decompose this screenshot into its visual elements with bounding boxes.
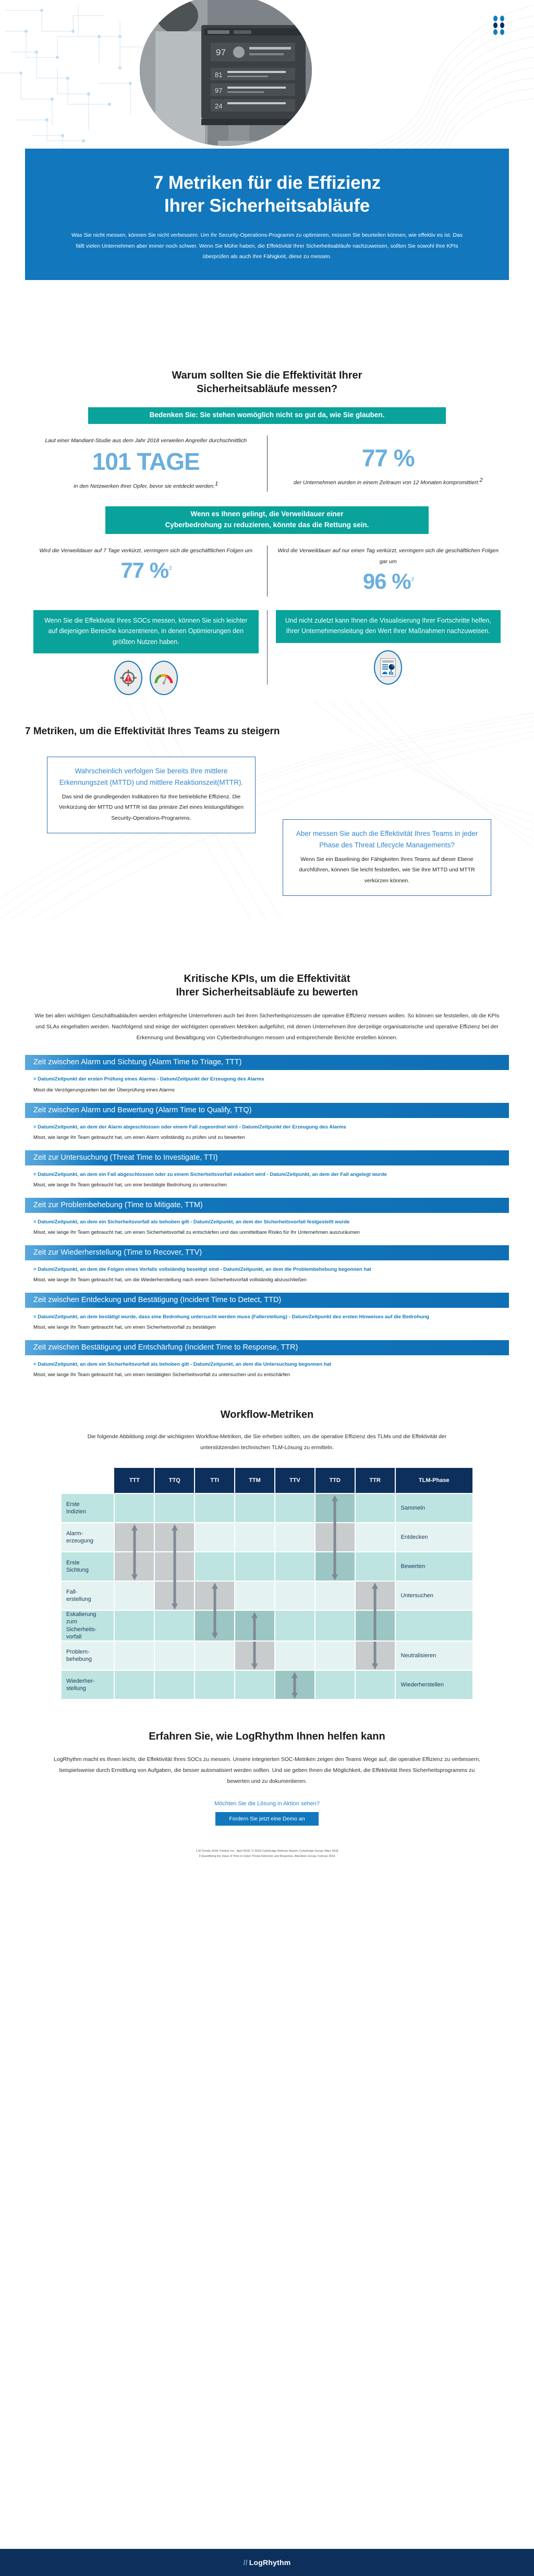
- target-alert-icon: [114, 661, 142, 695]
- stat-dwell-above: Laut einer Mandiant-Studie aus dem Jahr 2018 verweilen Angreifer durchschnittlich: [45, 438, 247, 444]
- matrix-cell-5-5: [315, 1641, 355, 1670]
- matrix-phase-6: Wiederherstellen: [395, 1670, 474, 1699]
- stat-breach-value: 77 %: [361, 444, 415, 472]
- kpi-desc-ttr: Misst, wie lange Ihr Team gebraucht hat, um einen bestätigten Sicherheitsvorfall zu untersuchen und zu entschärfen: [33, 1372, 290, 1378]
- benefit-box-row: [25, 610, 509, 695]
- why-band-2-line-2: Cyberbedrohung zu reduzieren, könnte das die Rettung sein.: [165, 521, 369, 529]
- hero-intro-text: Was Sie nicht messen, können Sie nicht verbessern. Um Ihr Security-Operations-Programm zu optimieren, müssen Sie beurteilen können, wie effektiv es ist. Das fällt vielen Unternehmen aber immer noch schwer. Wenn Sie Mühe haben, die Effektivität Ihrer Sicherheitsabläufe nachzuweisen, sollten Sie sowohl Ihre KPIs überprüfen als auch Ihre Fähigkeit, diese zu messen.: [71, 232, 463, 260]
- mttd-mttr-box: [47, 757, 256, 833]
- matrix-col-tlm-phase: TLM-Phase: [395, 1467, 474, 1493]
- kpi-desc-ttd: Misst, wie lange Ihr Team gebraucht hat, um einen Sicherheitsvorfall zu bestätigen: [33, 1325, 216, 1331]
- stat-dwell-1day-value: 96 %$^3$: [362, 569, 414, 594]
- kpi-list: [25, 1055, 509, 1379]
- matrix-cell-4-1: [154, 1610, 195, 1641]
- matrix-cell-4-3-ttm-span: [235, 1610, 275, 1641]
- seven-metrics-section: [0, 695, 534, 944]
- matrix-col-ttq: TTQ: [154, 1467, 195, 1493]
- matrix-cell-6-6: [355, 1670, 395, 1699]
- stat-dwell-value: 101 TAGE: [92, 448, 200, 476]
- matrix-col-tti: TTI: [195, 1467, 235, 1493]
- kpi-formula-ttd: = Datum/Zeitpunkt, an dem bestätigt wurde, dass eine Bedrohung untersucht werden muss (Fallerstellung) - Datum/Zeitpunkt des ersten Hinweises auf die Bedrohung: [33, 1314, 429, 1320]
- workflow-heading: Workflow-Metriken: [220, 1409, 314, 1421]
- matrix-cell-2-2: [195, 1552, 235, 1581]
- svg-text:97: 97: [215, 87, 223, 94]
- benefit-icons-right: [276, 650, 501, 685]
- stat-dwell-7days: [25, 545, 267, 597]
- matrix-cell-0-1: [154, 1493, 195, 1523]
- matrix-cell-1-5-ttd-span: [315, 1523, 355, 1552]
- kpi-section: [0, 944, 534, 1379]
- matrix-row-label-3: Fall- erstellung: [61, 1581, 114, 1610]
- matrix-cell-2-0-ttt-span-end: [114, 1552, 154, 1581]
- matrix-corner-cell: [61, 1467, 114, 1493]
- matrix-cell-1-4: [275, 1523, 315, 1552]
- matrix-cell-6-3: [235, 1670, 275, 1699]
- cta-body: LogRhythm macht es Ihnen leicht, die Effektivität Ihres SOCs zu messen. Unsere integrierten SOC-Metriken zeigen den Teams Wege auf, die operative Effizienz zu verbessern, beispielsweise durch Ermittlung von Aufgaben, die besser automatisiert werden sollten. Und sie geben Ihnen die Möglichkeit, die Effektivität Ihres Sicherheitsprogramms zu bewerten und zu dokumentieren.: [53, 1756, 481, 1784]
- benefit-col-right: [267, 610, 509, 685]
- tlm-phase-box: [283, 819, 491, 896]
- kpi-heading-line-1: Kritische KPIs, um die Effektivität: [184, 973, 350, 985]
- kpi-item-ttr: [25, 1340, 509, 1379]
- matrix-cell-3-2-tti-span: [195, 1581, 235, 1610]
- matrix-cell-2-1-ttq-span: [154, 1552, 195, 1581]
- matrix-cell-2-4: [275, 1552, 315, 1581]
- footnotes: [0, 1849, 534, 1860]
- workflow-metrics-section: [0, 1379, 534, 1700]
- matrix-cell-0-3: [235, 1493, 275, 1523]
- stat-dwell-1day-above: Wird die Verweildauer auf nur einen Tag verkürzt, verringern sich die geschäftlichen Folgen gar um: [277, 548, 499, 565]
- tlm-phase-box-body: Wenn Sie ein Baselining der Fähigkeiten Ihres Teams auf dieser Ebene durchführen, können Sie leicht feststellen, wie Sie Ihre MTTD und MTTR verkürzen können.: [299, 856, 475, 884]
- matrix-cell-0-2: [195, 1493, 235, 1523]
- matrix-cell-5-4: [275, 1641, 315, 1670]
- matrix-cell-0-4: [275, 1493, 315, 1523]
- kpi-formula-ttv: = Datum/Zeitpunkt, an dem die Folgen eines Vorfalls vollständig beseitigt sind - Datum/Zeitpunkt, an dem die Problembehebung begonnen hat: [33, 1266, 371, 1272]
- kpi-desc-ttv: Misst, wie lange Ihr Team gebraucht hat, um die Wiederherstellung nach einem Sicherheitsvorfall vollständig abzuschließen: [33, 1277, 307, 1283]
- matrix-row-label-2: Erste Sichtung: [61, 1552, 114, 1581]
- kpi-intro: Wie bei allen wichtigen Geschäftsabläufen werden erfolgreiche Unternehmen auch bei ihren Sicherheitsprozessen die operative Effizienz messen wollen. So können sie feststellen, ob die KPIs und SLAs eingehalten werden. Nachfolgend sind einige der wichtigsten operativen Metriken aufgeführt, mit denen Unternehmen ihre derzeitige organisatorische und operative Effizienz bei der Erkennung und Bewältigung von Cyberbedrohungen messen und entsprechende Berichte erstellen können.: [34, 1013, 500, 1041]
- matrix-cell-6-5: [315, 1670, 355, 1699]
- why-band-2: [105, 506, 429, 534]
- matrix-cell-1-6: [355, 1523, 395, 1552]
- stat-dwell-time: [25, 435, 267, 492]
- brand-dots-logo: [493, 16, 509, 34]
- matrix-col-ttd: TTD: [315, 1467, 355, 1493]
- request-demo-button[interactable]: Fordern Sie jetzt eine Demo an: [215, 1812, 318, 1826]
- kpi-item-ttm: [25, 1198, 509, 1237]
- page-title-line-2: Ihrer Sicherheitsabläufe: [164, 196, 370, 216]
- matrix-cell-1-1-ttq-span: [154, 1523, 195, 1552]
- matrix-cell-0-0: [114, 1493, 154, 1523]
- matrix-phase-3: Untersuchen: [395, 1581, 474, 1610]
- why-measure-section: [0, 344, 534, 695]
- svg-text:81: 81: [215, 71, 223, 79]
- matrix-cell-5-3-ttm-span-end: [235, 1641, 275, 1670]
- matrix-cell-2-5-ttd-span-end: [315, 1552, 355, 1581]
- matrix-cell-5-6-ttr-span-end: [355, 1641, 395, 1670]
- footnote-line-2: 3 Quantifying the Value of Time in Cyber Threat Detection and Response, Aberdeen Group, Februar 2016: [199, 1855, 335, 1858]
- mttd-mttr-box-body: Das sind die grundlegenden Indikatoren für Ihre betriebliche Effizienz. Die Verkürzung der MTTD und MTTR ist das primäre Ziel eines leistungsfähigen Security-Operations-Programms.: [58, 794, 244, 821]
- footnote-ref-3a: 3: [168, 565, 172, 572]
- kpi-formula-ttr: = Datum/Zeitpunkt, an dem ein Sicherheitsvorfall als behoben gilt - Datum/Zeitpunkt, an dem die Untersuchung begonnen hat: [33, 1362, 332, 1368]
- cta-section: [0, 1700, 534, 1826]
- matrix-cell-5-2: [195, 1641, 235, 1670]
- kpi-bar-ttv: Zeit zur Wiederherstellung (Time to Recover, TTV): [25, 1245, 509, 1260]
- kpi-item-ttv: [25, 1245, 509, 1284]
- stat-row-2: [25, 545, 509, 597]
- matrix-row-label-0: Erste Indizien: [61, 1493, 114, 1523]
- benefit-box-visualize: Und nicht zuletzt kann Ihnen die Visualisierung Ihrer Fortschritte helfen, Ihrer Unternehmensleitung den Wert Ihrer Maßnahmen nachzuweisen.: [276, 610, 501, 643]
- footnote-ref-2: 2: [479, 477, 483, 483]
- matrix-cell-6-0: [114, 1670, 154, 1699]
- kpi-bar-tti: Zeit zur Untersuchung (Threat Time to Investigate, TTI): [25, 1150, 509, 1165]
- kpi-bar-ttq: Zeit zwischen Alarm und Bewertung (Alarm Time to Qualify, TTQ): [25, 1103, 509, 1118]
- why-heading-line-2: Sicherheitsabläufe messen?: [196, 383, 338, 395]
- matrix-col-ttm: TTM: [235, 1467, 275, 1493]
- matrix-row-label-1: Alarm- erzeugung: [61, 1523, 114, 1552]
- logrhythm-logo: [244, 2558, 291, 2567]
- kpi-bar-ttt: Zeit zwischen Alarm und Sichtung (Alarm Time to Triage, TTT): [25, 1055, 509, 1070]
- matrix-phase-2: Bewerten: [395, 1552, 474, 1581]
- kpi-item-ttd: [25, 1293, 509, 1332]
- matrix-col-ttr: TTR: [355, 1467, 395, 1493]
- matrix-cell-1-3: [235, 1523, 275, 1552]
- kpi-desc-ttt: Misst die Verzögerungszeiten bei der Überprüfung eines Alarms: [33, 1087, 175, 1093]
- mttd-mttr-box-lead: Wahrscheinlich verfolgen Sie bereits Ihre mittlere Erkennungszeit (MTTD) und mittlere Reaktionszeit(MTTR).: [59, 767, 244, 787]
- stat-breach-below: der Unternehmen wurden in einem Zeitraum von 12 Monaten kompromittiert.2: [293, 477, 483, 486]
- why-band-2-line-1: Wenn es Ihnen gelingt, die Verweildauer einer: [190, 510, 344, 518]
- tlm-phase-box-lead: Aber messen Sie auch die Effektivität Ihres Teams in jeder Phase des Threat Lifecycle Managements?: [296, 830, 478, 849]
- matrix-col-ttv: TTV: [275, 1467, 315, 1493]
- stat-row-1: [25, 435, 509, 492]
- cta-question: Möchten Sie die Lösung in Aktion sehen?: [214, 1800, 320, 1807]
- kpi-item-ttq: [25, 1103, 509, 1142]
- kpi-item-ttt: [25, 1055, 509, 1094]
- hero-section: [0, 0, 534, 344]
- kpi-bar-ttd: Zeit zwischen Entdeckung und Bestätigung (Incident Time to Detect, TTD): [25, 1293, 509, 1308]
- matrix-cell-3-3: [235, 1581, 275, 1610]
- why-heading-line-1: Warum sollten Sie die Effektivität Ihrer: [172, 370, 362, 381]
- footnote-ref-1: 1: [215, 480, 219, 487]
- matrix-cell-0-6: [355, 1493, 395, 1523]
- matrix-phase-5: Neutralisieren: [395, 1641, 474, 1670]
- kpi-item-tti: [25, 1150, 509, 1189]
- matrix-cell-4-4: [275, 1610, 315, 1641]
- footer-bar: [0, 2549, 534, 2576]
- kpi-formula-tti: = Datum/Zeitpunkt, an dem ein Fall abgeschlossen oder zu einem Sicherheitsvorfall eskaliert wird - Datum/Zeitpunkt, an dem der Fall angelegt wurde: [33, 1171, 387, 1177]
- kpi-bar-ttr: Zeit zwischen Bestätigung und Entschärfung (Incident Time to Response, TTR): [25, 1340, 509, 1355]
- why-heading: [25, 369, 509, 396]
- footnote-ref-3b: 3: [410, 576, 414, 583]
- why-band-1: Bedenken Sie: Sie stehen womöglich nicht so gut da, wie Sie glauben.: [88, 407, 446, 424]
- table-row: [61, 1523, 473, 1552]
- matrix-phase-1: Entdecken: [395, 1523, 474, 1552]
- table-row: [61, 1670, 473, 1699]
- stat-dwell-1day: [267, 545, 509, 597]
- matrix-phase-0: Sammeln: [395, 1493, 474, 1523]
- matrix-cell-3-1-ttq-span-end: [154, 1581, 195, 1610]
- matrix-cell-6-2: [195, 1670, 235, 1699]
- matrix-cell-1-2: [195, 1523, 235, 1552]
- stat-breach-rate: [267, 435, 509, 492]
- workflow-matrix-table: [60, 1467, 474, 1700]
- cta-heading: Erfahren Sie, wie LogRhythm Ihnen helfen kann: [149, 1731, 385, 1743]
- matrix-cell-4-0: [114, 1610, 154, 1641]
- svg-text:24: 24: [215, 102, 223, 110]
- matrix-col-ttt: TTT: [114, 1467, 154, 1493]
- matrix-cell-3-0: [114, 1581, 154, 1610]
- footnote-line-1: 1 M-Trends 2018, FireEye Inc., April 2018 / 2 2018 CyberEdge Defense Report, CyberEdge Group, März 2018: [196, 1849, 338, 1853]
- kpi-formula-ttm: = Datum/Zeitpunkt, an dem ein Sicherheitsvorfall als behoben gilt - Datum/Zeitpunkt, an dem der Sicherheitsvorfall festgestellt wurde: [33, 1219, 350, 1225]
- workflow-intro: Die folgende Abbildung zeigt die wichtigsten Workflow-Metriken, die Sie erheben sollten, um die operative Effizienz des TLMs und die Effektivität der unterstützenden technischen TLM-Lösung zu ermitteln.: [87, 1433, 447, 1451]
- kpi-formula-ttt: = Datum/Zeitpunkt der ersten Prüfung eines Alarms - Datum/Zeitpunkt der Erzeugung des Alarms: [33, 1076, 264, 1083]
- matrix-row-label-6: Wiederher- stellung: [61, 1670, 114, 1699]
- matrix-header-row: [61, 1467, 473, 1493]
- matrix-cell-2-6: [355, 1552, 395, 1581]
- kpi-desc-ttq: Misst, wie lange Ihr Team gebraucht hat, um einen Alarm vollständig zu prüfen und zu bewerten: [33, 1134, 245, 1140]
- matrix-cell-5-1: [154, 1641, 195, 1670]
- table-row: [61, 1641, 473, 1670]
- kpi-heading-line-2: Ihrer Sicherheitsabläufe zu bewerten: [176, 986, 358, 998]
- dashboard-report-icon: [374, 650, 402, 685]
- matrix-cell-3-5: [315, 1581, 355, 1610]
- stat-dwell-7days-above: Wird die Verweildauer auf 7 Tage verkürzt, verringern sich die geschäftlichen Folgen um: [39, 548, 253, 554]
- benefit-icons-left: [33, 661, 259, 695]
- logo-mark-icon: //: [243, 2558, 248, 2567]
- matrix-cell-4-6-ttr-span: [355, 1610, 395, 1641]
- matrix-cell-4-5: [315, 1610, 355, 1641]
- matrix-cell-0-5-ttd-span: [315, 1493, 355, 1523]
- kpi-formula-ttq: = Datum/Zeitpunkt, an dem der Alarm abgeschlossen oder einem Fall zugeordnet wird - Datum/Zeitpunkt der Erzeugung des Alarms: [33, 1124, 346, 1130]
- stat-dwell-below: in den Netzwerken ihrer Opfer, bevor sie entdeckt werden.1: [74, 480, 219, 490]
- matrix-cell-4-2-tti-span-end: [195, 1610, 235, 1641]
- matrix-phase-4: [395, 1610, 474, 1641]
- hero-photo: [140, 0, 312, 146]
- matrix-cell-1-0-ttt-span: [114, 1523, 154, 1552]
- svg-text:97: 97: [216, 47, 226, 57]
- hero-title-band: [25, 149, 509, 280]
- matrix-cell-3-4: [275, 1581, 315, 1610]
- kpi-bar-ttm: Zeit zur Problembehebung (Time to Mitigate, TTM): [25, 1198, 509, 1213]
- benefit-box-focus: Wenn Sie die Effektivität Ihres SOCs messen, können Sie sich leichter auf diejenigen Bereiche konzentrieren, in denen Optimierungen den größten Nutzen haben.: [33, 610, 259, 653]
- table-row: [61, 1581, 473, 1610]
- kpi-desc-ttm: Misst, wie lange Ihr Team gebraucht hat, um einen Sicherheitsvorfall zu entschärfen und das unmittelbare Risiko für Ihr Unternehmen auszuräumen: [33, 1229, 360, 1235]
- matrix-cell-3-6-ttr-span: [355, 1581, 395, 1610]
- page-title-line-1: 7 Metriken für die Effizienz: [153, 173, 381, 193]
- logo-text: LogRhythm: [249, 2558, 291, 2567]
- table-row: [61, 1552, 473, 1581]
- matrix-cell-2-3: [235, 1552, 275, 1581]
- matrix-cell-6-1: [154, 1670, 195, 1699]
- table-row: [61, 1493, 473, 1523]
- matrix-row-label-5: Problem- behebung: [61, 1641, 114, 1670]
- seven-metrics-heading: 7 Metriken, um die Effektivität Ihres Teams zu steigern: [25, 725, 280, 737]
- matrix-cell-6-4-ttv-span: [275, 1670, 315, 1699]
- table-row: [61, 1610, 473, 1641]
- matrix-row-label-4: Eskalierung zum Sicherheits- vorfall: [61, 1610, 114, 1641]
- page-title: [56, 172, 478, 217]
- matrix-cell-5-0: [114, 1641, 154, 1670]
- kpi-desc-tti: Misst, wie lange Ihr Team gebraucht hat, um eine bestätigte Bedrohung zu untersuchen: [33, 1182, 227, 1188]
- benefit-col-left: [25, 610, 267, 695]
- gauge-icon: [150, 661, 178, 695]
- stat-dwell-7days-value: 77 %$^3$: [120, 558, 172, 583]
- kpi-heading: [25, 973, 509, 999]
